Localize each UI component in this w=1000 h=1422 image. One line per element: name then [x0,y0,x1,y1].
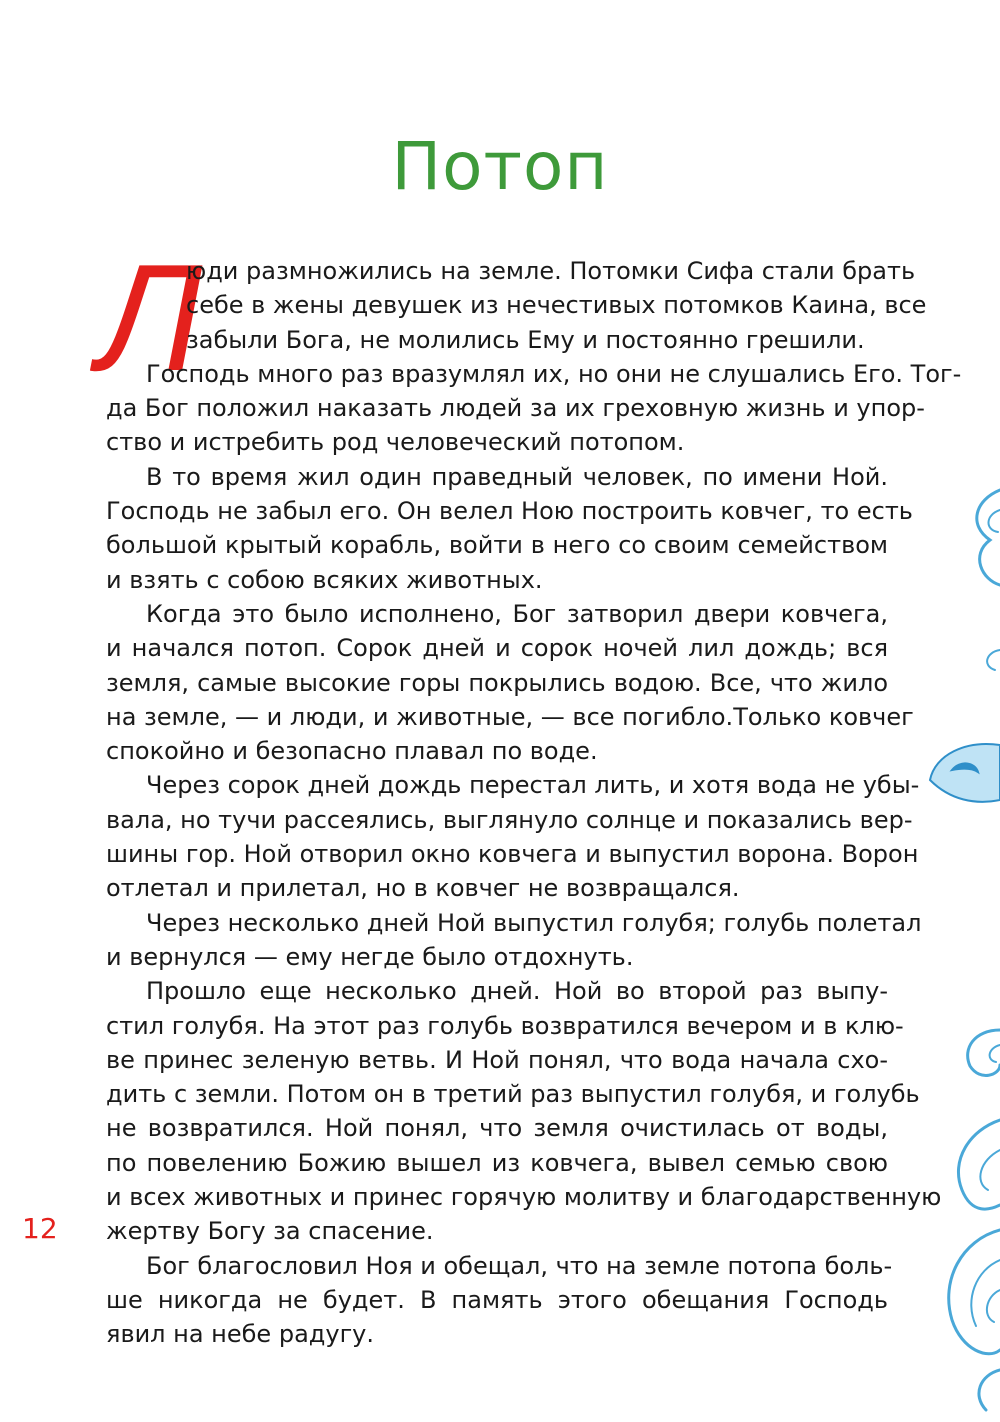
text-line: отлетал и прилетал, но в ковчег не возвращался. [106,874,740,903]
text-line: Через несколько дней Ной выпустил голубя; голубь полетал [146,908,922,937]
text-line: не возвратился. Ной понял, что земля очистилась от воды, [106,1114,888,1143]
text-line: по повелению Божию вышел из ковчега, вывел семью свою [106,1148,888,1177]
text-line: ве принес зеленую ветвь. И Ной понял, что вода начала схо- [106,1045,888,1074]
text-line: на земле, — и люди, и животные, — все погибло.Только ковчег [106,702,914,731]
text-line: земля, самые высокие горы покрылись водою. Все, что жило [106,668,888,697]
text-line: и начался потоп. Сорок дней и сорок ночей лил дождь; вся [106,634,888,663]
text-line: жертву Богу за спасение. [106,1217,434,1246]
text-line: дить с земли. Потом он в третий раз выпустил голубя, и голубь [106,1080,920,1109]
text-line: вала, но тучи рассеялись, выглянуло солнце и показались вер- [106,805,913,834]
text-line: Бог благословил Ноя и обещал, что на земле потопа боль- [146,1251,893,1280]
text-line: Через сорок дней дождь перестал лить, и хотя вода не убы- [146,771,920,800]
text-line: и всех животных и принес горячую молитву и благодарственную [106,1183,942,1212]
text-line: Господь не забыл его. Он велел Ною построить ковчег, то есть [106,497,913,526]
page-title: Потоп [391,128,609,205]
text-line: стил голубя. На этот раз голубь возвратился вечером и в клю- [106,1011,904,1040]
text-line: да Бог положил наказать людей за их греховную жизнь и упор- [106,394,925,423]
text-line: спокойно и безопасно плавал по воде. [106,737,598,766]
text-line: Прошло еще несколько дней. Ной во второй раз выпу- [146,977,888,1006]
text-line: ство и истребить род человеческий потопом. [106,428,685,457]
story-text [106,254,962,1352]
wave-ornament-icon [890,470,1000,1422]
text-line: ше никогда не будет. В память этого обещания Господь [106,1285,888,1314]
text-line: В то время жил один праведный человек, по имени Ной. [146,462,888,491]
text-line: себе в жены девушек из нечестивых потомков Каина, все [186,291,927,320]
page-number: 12 [22,1212,58,1245]
text-line: забыли Бога, не молились Ему и постоянно грешили. [186,325,865,354]
text-line: Когда это было исполнено, Бог затворил двери ковчега, [146,599,888,628]
text-line: и вернулся — ему негде было отдохнуть. [106,942,634,971]
text-line: и взять с собою всяких животных. [106,565,543,594]
text-line: явил на небе радугу. [106,1320,375,1349]
text-line: шины гор. Ной отворил окно ковчега и выпустил ворона. Ворон [106,840,919,869]
text-line: юди размножились на земле. Потомки Сифа стали брать [186,257,916,285]
text-line: Господь много раз вразумлял их, но они не слушались Его. Тог- [146,359,962,388]
drop-cap-letter: Л [98,233,203,403]
text-line: большой крытый корабль, войти в него со своим семейством [106,531,888,560]
